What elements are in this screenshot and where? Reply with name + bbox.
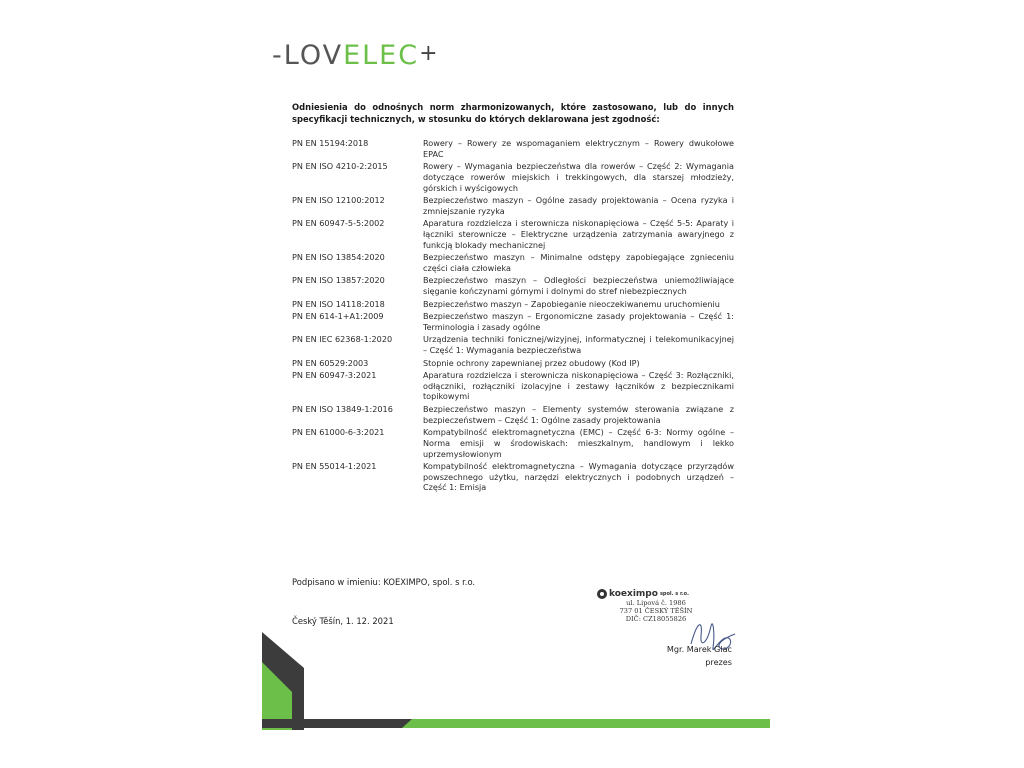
norm-code: PN EN IEC 62368-1:2020 (292, 334, 393, 345)
norm-row (292, 370, 734, 402)
stamp-street: ul. Lipová č. 1986 (626, 599, 686, 607)
norm-row (292, 195, 734, 216)
norm-description: Bezpieczeństwo maszyn – Minimalne odstępy zapobiegające zgnieceniu części ciała człowieka (423, 252, 734, 273)
norm-code: PN EN ISO 12100:2012 (292, 195, 385, 206)
norm-description: Bezpieczeństwo maszyn – Zapobieganie nieoczekiwanemu uruchomieniu (423, 298, 720, 309)
norm-row (292, 404, 734, 425)
norm-description: Bezpieczeństwo maszyn – Odległości bezpieczeństwa uniemożliwiające sięganie kończynami górnymi i dolnymi do stref niebezpiecznych (423, 275, 734, 297)
decorative-bottom-bar (262, 719, 770, 728)
norm-description: Aparatura rozdzielcza i sterownicza niskonapięciowa – Część 5-5: Aparaty i łączniki sterownicze – Elektryczne urządzenia zatrzymania awaryjnego z funkcją blokady mechanicznej (423, 218, 734, 250)
norm-row (292, 252, 734, 273)
norm-code: PN EN ISO 14118:2018 (292, 298, 385, 309)
norm-description: Bezpieczeństwo maszyn – Ergonomiczne zasady projektowania – Część 1: Terminologia i zasady ogólne (423, 311, 734, 332)
norm-code: PN EN 60529:2003 (292, 357, 369, 368)
norm-row (292, 299, 734, 310)
stamp-dic: DIČ: CZ18055826 (625, 615, 687, 623)
norm-description: Rowery – Rowery ze wspomaganiem elektrycznym – Rowery dwukołowe EPAC (423, 138, 734, 159)
norm-description: Urządzenia techniki fonicznej/wizyjnej, informatycznej i telekomunikacyjnej – Część 1: Wymagania bezpieczeństwa (423, 334, 734, 356)
document-page (262, 20, 770, 748)
norm-code: PN EN ISO 4210-2:2015 (292, 161, 388, 172)
norm-code: PN EN 61000-6-3:2021 (292, 427, 385, 438)
norm-row (292, 161, 734, 193)
norm-code: PN EN ISO 13854:2020 (292, 252, 385, 263)
norms-list (292, 138, 734, 493)
norm-description: Bezpieczeństwo maszyn – Elementy systemów sterowania związane z bezpieczeństwem – Część 1: Ogólne zasady projektowania (423, 403, 734, 425)
norm-row (292, 427, 734, 459)
norm-description: Rowery – Wymagania bezpieczeństwa dla rowerów – Część 2: Wymagania dotyczące rowerów miejskich i trekkingowych, dla starszej młodzieży, górskich i wyścigowych (423, 161, 734, 193)
norm-code: PN EN 15194:2018 (292, 138, 369, 148)
stamp-brand (597, 589, 715, 599)
norm-code: PN EN 60947-3:2021 (292, 370, 377, 381)
norm-description: Aparatura rozdzielcza i sterownicza niskonapięciowa – Część 3: Rozłączniki, odłączniki, rozłączniki izolacyjne i zestawy łączników z bezpiecznikami topikowymi (423, 370, 734, 402)
signatory-role: prezes (705, 657, 732, 667)
signatory-name: Mgr. Marek Glac (666, 644, 732, 654)
norm-row (292, 138, 734, 159)
norm-code: PN EN 55014-1:2021 (292, 461, 377, 472)
norm-row (292, 358, 734, 369)
norm-description: Stopnie ochrony zapewnianej przez obudowy (Kod IP) (423, 357, 640, 368)
stamp-city: 737 01 ČESKÝ TĚŠÍN (619, 607, 693, 615)
norm-code: PN EN 60947-5-5:2002 (292, 218, 385, 229)
signed-on-behalf: Podpisano w imieniu: KOEXIMPO, spol. s r.o. (292, 577, 476, 587)
logo-prefix: -LOV (272, 40, 344, 71)
lovelec-logo (272, 40, 440, 71)
norm-description: Kompatybilność elektromagnetyczna (EMC) – Część 6-3: Normy ogólne – Norma emisji w środowiskach: mieszkalnym, handlowym i lekko uprzemysłowionym (423, 427, 734, 459)
norm-row (292, 461, 734, 493)
stamp-brand-suffix: spol. s r.o. (659, 591, 689, 597)
signatory (652, 643, 732, 669)
norm-description: Kompatybilność elektromagnetyczna – Wymagania dotyczące przyrządów powszechnego użytku, narzędzi elektrycznych i podobnych urządzeń – Część 1: Emisja (423, 461, 734, 493)
section-heading: Odniesienia do odnośnych norm zharmonizowanych, które zastosowano, lub do innych specyfikacji technicznych, w stosunku do których deklarowana jest zgodność: (292, 102, 734, 124)
norm-code: PN EN 614-1+A1:2009 (292, 311, 384, 322)
norm-row (292, 334, 734, 355)
decorative-corner-triangle (262, 632, 304, 730)
norm-code: PN EN ISO 13849-1:2016 (292, 403, 393, 414)
place-and-date: Český Těšín, 1. 12. 2021 (292, 616, 394, 626)
norm-code: PN EN ISO 13857:2020 (292, 275, 385, 286)
logo-accent: ELEC (343, 40, 420, 71)
norm-row (292, 275, 734, 296)
norm-row (292, 311, 734, 332)
stamp-brand-name: koeximpo (609, 589, 658, 599)
logo-plus: + (419, 41, 440, 66)
koeximpo-logo-icon (597, 589, 607, 599)
norm-description: Bezpieczeństwo maszyn – Ogólne zasady projektowania – Ocena ryzyka i zmniejszanie ryzyka (423, 195, 734, 216)
norm-row (292, 218, 734, 250)
